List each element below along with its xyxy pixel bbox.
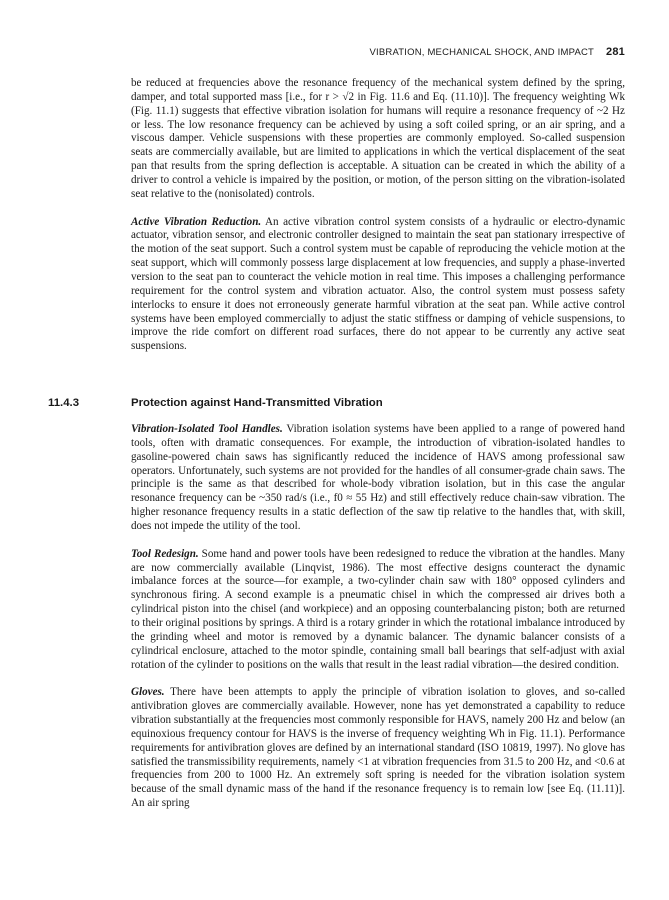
paragraph-tool-redesign [131,548,625,673]
section-title: Protection against Hand-Transmitted Vibration [131,397,383,409]
paragraph-active-reduction [131,216,625,354]
paragraph-text: There have been attempts to apply the principle of vibration isolation to gloves, and so-called antivibration gloves are commercially available. However, none has yet demonstrated a capability to reduce vibration substantially at the frequencies most commonly responsible for HAVS, namely 200 Hz and below (an equinoxious frequency contour for HAVS is the inverse of frequency weighting Wh in Fig. 11.1). Performance requirements for antivibration gloves are defined by an international standard (ISO 10819, 1997). No glove has satisfied the transmissibility requirements, namely <1 at vibration frequencies from 31.5 to 200 Hz, and <0.6 at frequencies from 200 to 1000 Hz. An extremely soft spring is needed for the vibration isolation system because of the small dynamic mass of the hand if the resonance frequency is to remain low [see Eq. (11.11)]. An air spring [131,686,626,810]
running-title: VIBRATION, MECHANICAL SHOCK, AND IMPACT [369,47,595,58]
run-in-heading: Vibration-Isolated Tool Handles. [131,423,283,435]
run-in-heading: Active Vibration Reduction. [131,215,262,228]
page-number: 281 [606,46,625,58]
body-text-upper [131,77,625,354]
paragraph-gloves [131,686,625,811]
section-number: 11.4.3 [48,397,80,409]
paragraph-text: Some hand and power tools have been redesigned to reduce the vibration at the handles. Many are now commercially available (Linqvist, 1986). The most effective designs counteract the dynamic imbalance forces at the source—for example, a two-cylinder chain saw with 180° opposed cylinders and synchronous firing. A second example is a pneumatic chisel in which the compressed air drives both a cylindrical piston into the chisel (and workpiece) and an opposing counterbalancing piston; both are returned to their original positions by springs. A third is a rotary grinder in which the rotational imbalance introduced by the grinding wheel and motor is removed by a dynamic balancer. The dynamic balancer consists of a cylindrical enclosure, attached to the motor spindle, containing small ball bearings that self-adjust with axial rotation of the cylinder to positions on the walls that result in the least radial vibration—the desired condition. [131,547,625,671]
run-in-heading: Tool Redesign. [131,547,199,560]
body-text-lower [131,423,625,811]
paragraph-text: Vibration isolation systems have been applied to a range of powered hand tools, often with dramatic consequences. For example, the introduction of vibration-isolated handles to gasoline-powered chain saws has significantly reduced the incidence of HAVS among professional saw operators. Unfortunately, such systems are not provided for the handles of all consumer-grade chain saws. The principle is the same as that described for whole-body vibration isolation, but in this case the angular resonance frequency can be ~350 rad/s (i.e., f0 ≈ 55 Hz) and still effectively reduce chain-saw vibration. The higher resonance frequency results in a static deflection of the saw tip relative to the handles that, with skill, does not impede the utility of the tool. [131,423,625,532]
run-in-heading: Gloves. [131,686,165,699]
paragraph-text: An active vibration control system consists of a hydraulic or electro-dynamic actuator, vibration sensor, and electronic controller designed to maintain the seat pan stationary irrespective of the motion of the seat support. Such a control system must be capable of reproducing the vehicle motion at the seat support, which will commonly possess large displacement at low frequencies, and supply a phase-inverted version to the seat pan to counteract the vehicle motion in real time. This imposes a challenging performance requirement for the control system and vibration actuator. Also, the control system must possess safety interlocks to ensure it does not erroneously generate harmful vibration at the seat pan. While active control systems have been employed commercially to adjust the static stiffness or damping of vehicle suspensions, to improve the ride comfort on different road surfaces, there do not appear to be currently any active seat suspensions. [131,215,625,353]
section-heading [48,397,628,409]
paragraph-seat-isolation: be reduced at frequencies above the resonance frequency of the mechanical system defined by the spring, damper, and total supported mass [i.e., for r > √2 in Fig. 11.6 and Eq. (11.10)]. The frequency weighting Wk (Fig. 11.1) suggests that effective vibration isolation for humans will require a resonance frequency of ~2 Hz or less. The low resonance frequency can be achieved by using a soft coiled spring, or an air spring, and a viscous damper. Vehicle suspensions with these properties are commonly employed. So-called suspension seats are commercially available, but are limited to applications in which the vertical displacement of the seat pan that results from the spring deflection is acceptable. A situation can be created in which the ability of a driver to control a vehicle is impaired by the position, or motion, of the person sitting on the vibration-isolated seat relative to the (nonisolated) controls. [131,77,625,200]
paragraph-tool-handles [131,423,625,534]
running-head [0,46,625,58]
